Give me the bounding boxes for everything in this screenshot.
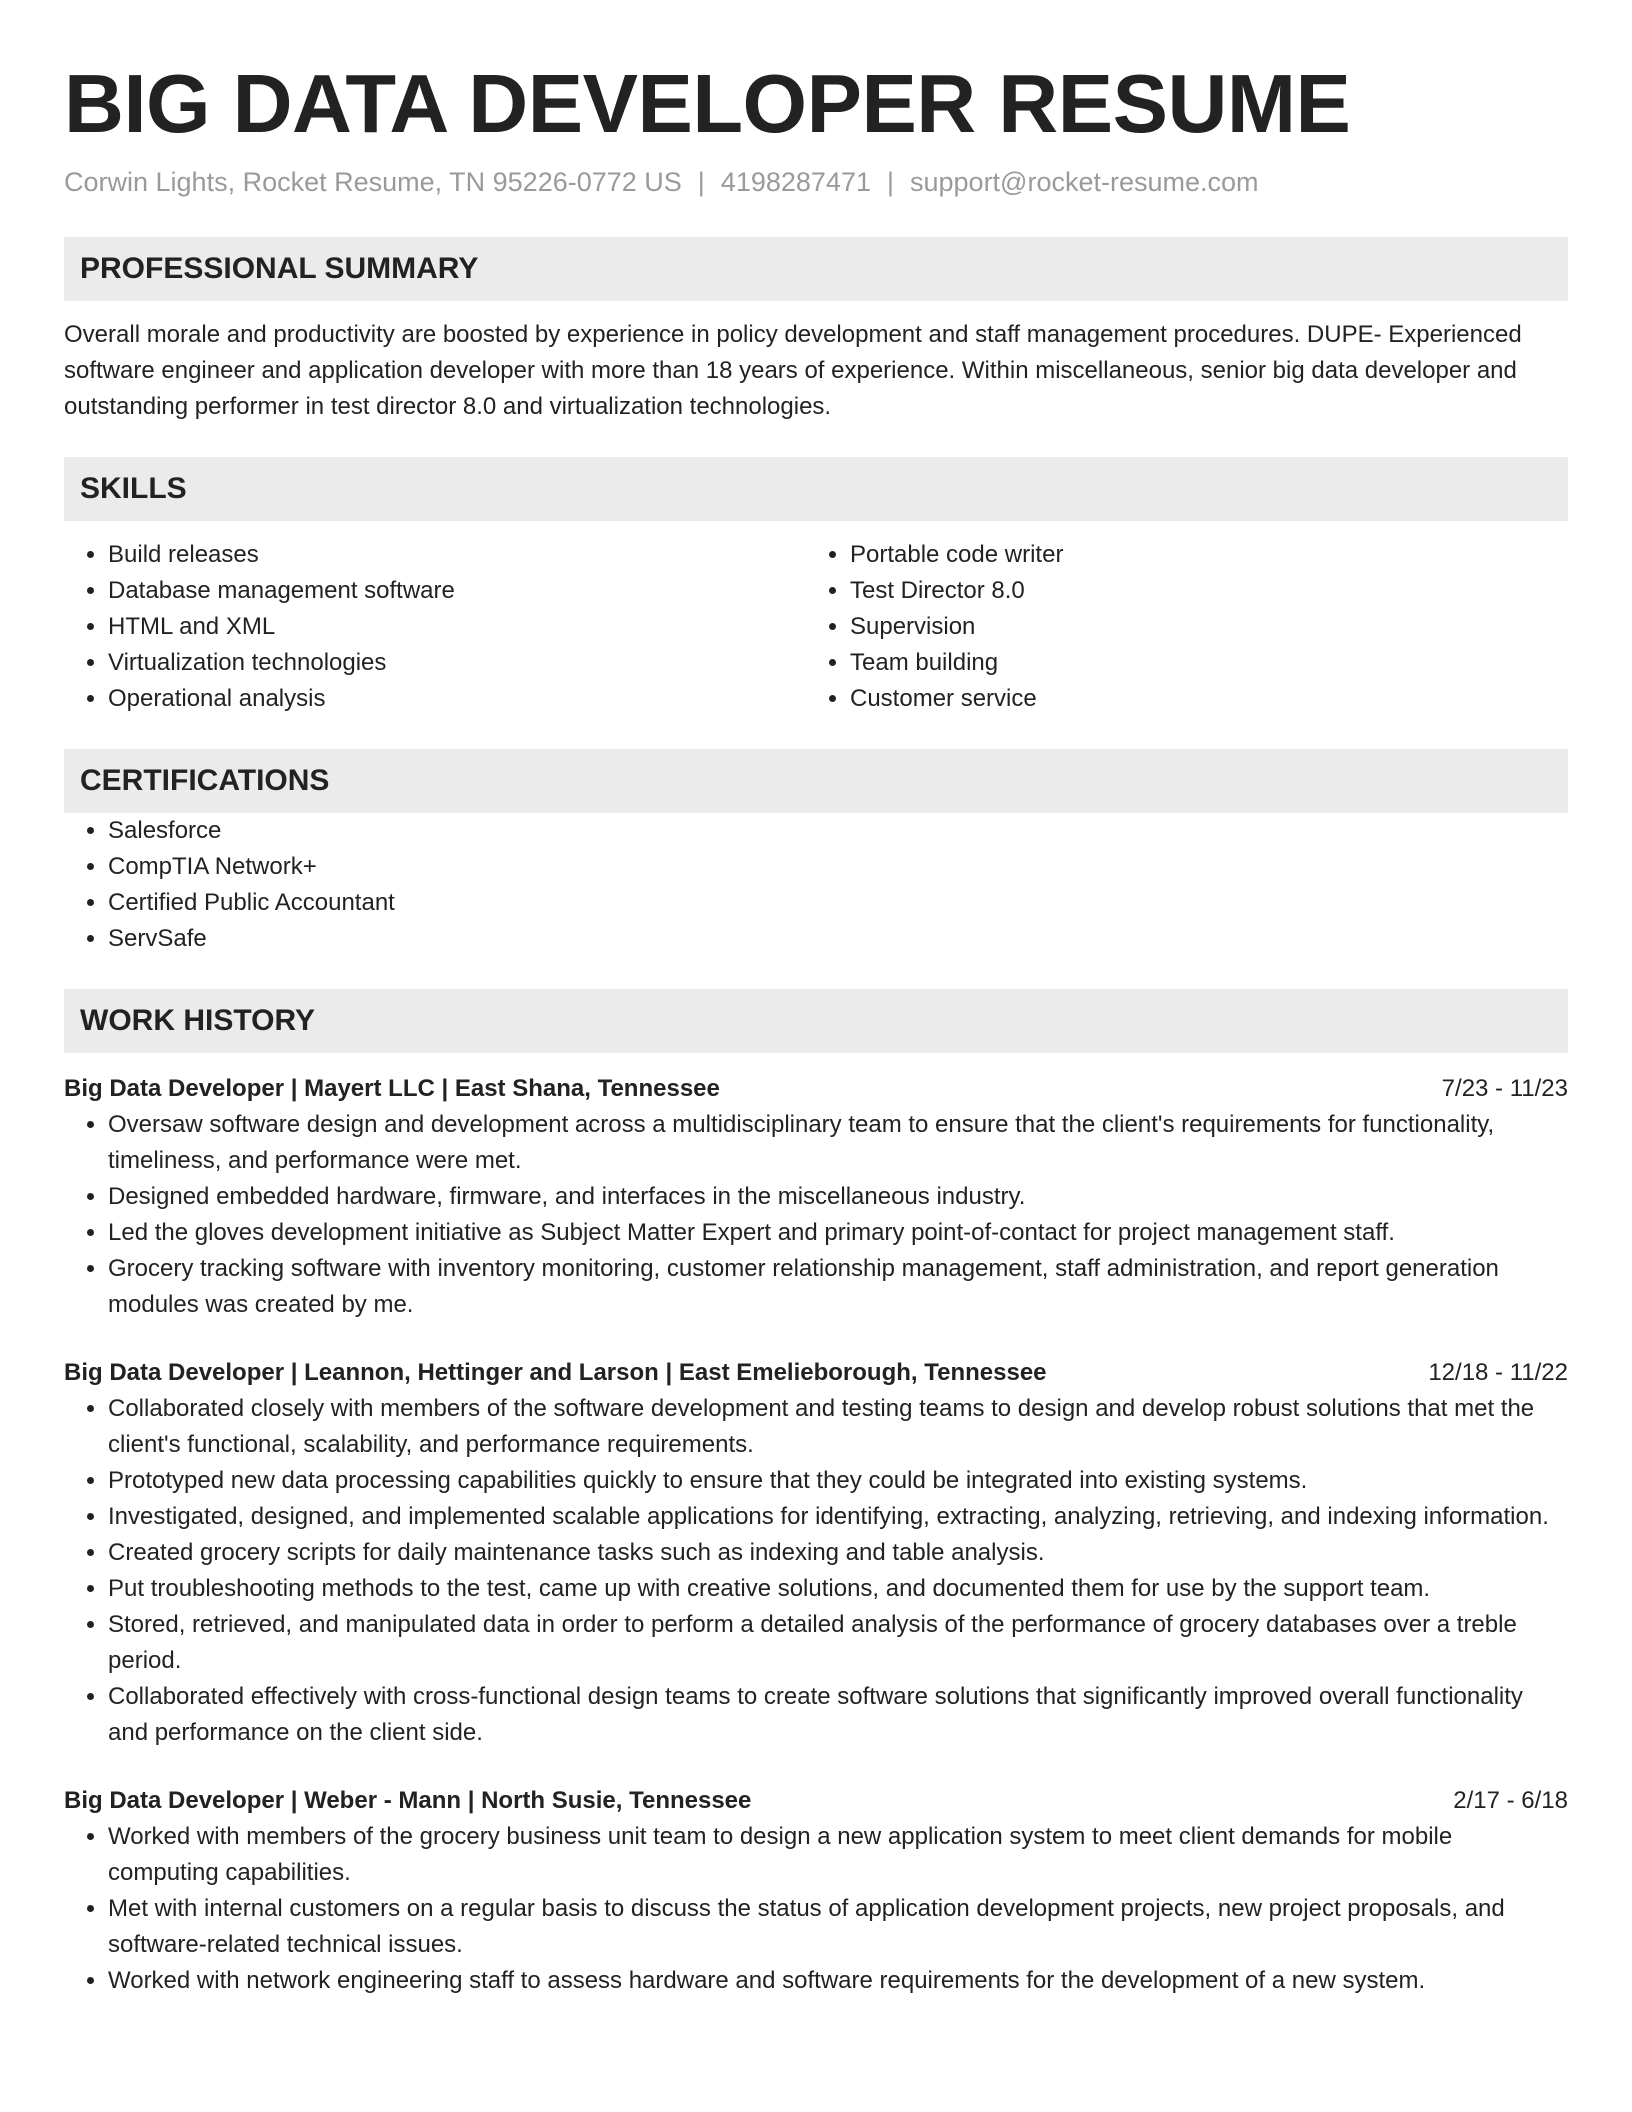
section-heading-summary: PROFESSIONAL SUMMARY — [64, 237, 1568, 301]
contact-address: Corwin Lights, Rocket Resume, TN 95226-0772 US — [64, 167, 682, 197]
job-title: Big Data Developer | Mayert LLC | East Shana, Tennessee — [64, 1075, 720, 1102]
job-bullet: • Grocery tracking software with inventory monitoring, customer relationship management, staff administration, and report generation modules was created by me. — [108, 1251, 1568, 1323]
job-dates: 7/23 - 11/23 — [1441, 1075, 1568, 1102]
professional-summary-section — [64, 237, 1568, 425]
certification-item: • CompTIA Network+ — [108, 849, 1568, 885]
job-bullet: • Stored, retrieved, and manipulated data in order to perform a detailed analysis of the performance of grocery databases over a treble period. — [108, 1607, 1568, 1679]
skill-item: • Build releases — [108, 537, 806, 573]
job-bullet: • Collaborated closely with members of the software development and testing teams to design and develop robust solutions that met the client's functional, scalability, and performance requirements. — [108, 1391, 1568, 1463]
job-entry — [64, 1783, 1568, 1999]
skills-list-right — [806, 537, 1548, 717]
job-bullet: • Created grocery scripts for daily maintenance tasks such as indexing and table analysis. — [108, 1535, 1568, 1571]
job-bullet: • Put troubleshooting methods to the test, came up with creative solutions, and documented them for use by the support team. — [108, 1571, 1568, 1607]
contact-email: support@rocket-resume.com — [910, 167, 1259, 197]
resume-title: BIG DATA DEVELOPER RESUME — [64, 57, 1351, 150]
job-entry — [64, 1355, 1568, 1751]
job-header — [64, 1071, 1568, 1107]
contact-line — [64, 165, 1568, 199]
skill-item: • Supervision — [850, 609, 1548, 645]
job-header — [64, 1355, 1568, 1391]
skills-section — [64, 457, 1568, 717]
contact-separator: | — [886, 167, 894, 197]
certifications-section — [64, 749, 1568, 957]
summary-text: Overall morale and productivity are boosted by experience in policy development and staff management procedures. DUPE- Experienced software engineer and application developer with more than 18 years of experience. Within miscellaneous, senior big data developer and outstanding performer in test director 8.0 and virtualization technologies. — [64, 321, 1522, 420]
job-title: Big Data Developer | Weber - Mann | North Susie, Tennessee — [64, 1787, 752, 1814]
job-header — [64, 1783, 1568, 1819]
skill-item: • HTML and XML — [108, 609, 806, 645]
job-bullet-list — [64, 1391, 1568, 1751]
job-bullet: • Collaborated effectively with cross-functional design teams to create software solutions that significantly improved overall functionality and performance on the client side. — [108, 1679, 1568, 1751]
contact-phone: 4198287471 — [720, 167, 871, 197]
job-bullet: • Led the gloves development initiative as Subject Matter Expert and primary point-of-contact for project management staff. — [108, 1215, 1568, 1251]
work-history-section — [64, 989, 1568, 1999]
skill-item: • Database management software — [108, 573, 806, 609]
skills-column-left — [64, 537, 806, 717]
job-title: Big Data Developer | Leannon, Hettinger and Larson | East Emelieborough, Tennessee — [64, 1359, 1047, 1386]
job-bullet: • Worked with network engineering staff to assess hardware and software requirements for the development of a new system. — [108, 1963, 1568, 1999]
skill-item: • Test Director 8.0 — [850, 573, 1548, 609]
contact-separator: | — [697, 167, 705, 197]
job-bullet-list — [64, 1819, 1568, 1999]
resume-page — [64, 0, 1568, 1999]
job-bullet: • Prototyped new data processing capabilities quickly to ensure that they could be integrated into existing systems. — [108, 1463, 1568, 1499]
job-bullet: • Investigated, designed, and implemented scalable applications for identifying, extracting, analyzing, retrieving, and indexing information. — [108, 1499, 1568, 1535]
certification-item: • Certified Public Accountant — [108, 885, 1568, 921]
section-heading-skills: SKILLS — [64, 457, 1568, 521]
skill-item: • Team building — [850, 645, 1548, 681]
skill-item: • Portable code writer — [850, 537, 1548, 573]
job-bullet: • Met with internal customers on a regular basis to discuss the status of application development projects, new project proposals, and software-related technical issues. — [108, 1891, 1568, 1963]
skills-columns — [64, 537, 1568, 717]
job-bullet: • Designed embedded hardware, firmware, and interfaces in the miscellaneous industry. — [108, 1179, 1568, 1215]
skills-list-left — [64, 537, 806, 717]
certifications-list — [64, 813, 1568, 957]
section-heading-work-history: WORK HISTORY — [64, 989, 1568, 1053]
skills-column-right — [806, 537, 1548, 717]
job-bullet-list — [64, 1107, 1568, 1323]
skill-item: • Virtualization technologies — [108, 645, 806, 681]
certification-item: • ServSafe — [108, 921, 1568, 957]
job-entry — [64, 1071, 1568, 1323]
skill-item: • Operational analysis — [108, 681, 806, 717]
section-heading-certifications: CERTIFICATIONS — [64, 749, 1568, 813]
job-dates: 2/17 - 6/18 — [1453, 1787, 1568, 1814]
job-bullet: • Worked with members of the grocery business unit team to design a new application system to meet client demands for mobile computing capabilities. — [108, 1819, 1568, 1891]
certification-item: • Salesforce — [108, 813, 1568, 849]
job-bullet: • Oversaw software design and development across a multidisciplinary team to ensure that the client's requirements for functionality, timeliness, and performance were met. — [108, 1107, 1568, 1179]
skill-item: • Customer service — [850, 681, 1548, 717]
job-dates: 12/18 - 11/22 — [1428, 1359, 1568, 1386]
